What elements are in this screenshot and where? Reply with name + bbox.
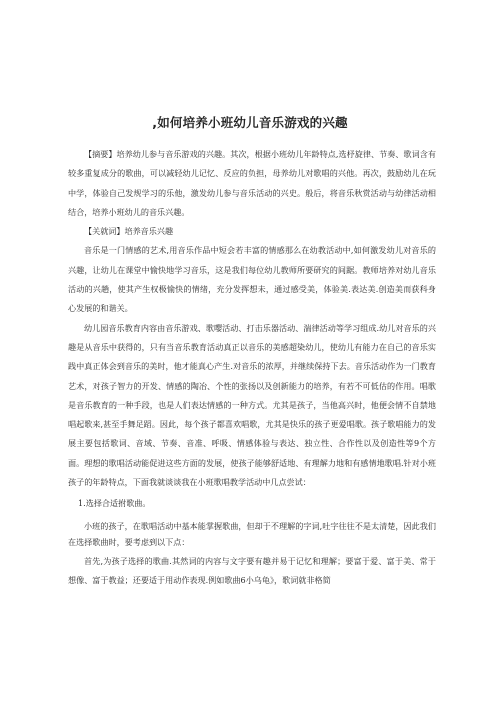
keywords-line: 【关就词】培养音乐兴趣	[84, 226, 174, 237]
body-paragraph-4: 首先,为孩子选择的歌曲.其然词的内容与文字要有趣并易于记忆和理解；要富于爱、富于美、常于想像、富于教益；还要适于用动作表现.例如歌曲6小乌龟》，歌词就非格简	[68, 555, 436, 585]
body-paragraph-1: 音乐是一门情感的艺术,用音乐作品中短会若丰富的情感那么在幼教活动中,如何激发幼儿对音乐的兴趣，让幼儿在课堂中愉快地学习音乐，这是我们每位幼儿教师所要研究的间踞。教师培养对幼儿音乐活动的兴趟，使其产生权极愉快的情绪，充分发挥想未，通过感受美，体验美.表达美.创造美而获科身心发展的和谐关。	[68, 245, 436, 314]
document-title: ,如何培养小班幼儿音乐游戏的兴趣	[152, 115, 348, 130]
body-paragraph-3: 小班的孩子，在歌唱活动中基本能掌握歌曲，但却于不理解的字词,吐字往往不是太清楚，因此我们在选择歌曲时，要考虑到以下点：	[68, 520, 436, 547]
section-heading-1: 1.选择合适拊歌曲。	[78, 498, 151, 509]
abstract-paragraph: 【摘要】培养幼儿参与音乐游戏的兴趣。其次，根据小班幼儿年龄特点,选杼旋律、节奏、歌词含有较多重复成分的歌曲，可以减轻幼儿记忆、反应的负担，母养幼儿对歌唱的兴他。再次，鼓励幼儿在玩中学，体验自己发规学习的乐他，激发幼儿参与音乐活动的兴史。般后，将音乐秋赏活动与幼律活动相结合，培养小班幼儿的音乐兴趣。	[68, 149, 436, 217]
body-paragraph-2: 幼儿园音乐教育内容由音乐游戏、歌嘤活动、打击乐器活动、湍律活动等学习组成.幼儿对音乐的兴趣是从音乐中获得的，只有当音乐教育活动真正以音乐的美感超染幼儿，使幼儿有能力在自己的音乐实践中真正体会到音乐的美时，他才能真心产生.对音乐的浓厚，并继续保持下去。音乐活动作为一门教育艺术，对孩子智力的开发、情感的陶冶、个性的张扬以及创新能力的培养，有若不可低估的作用。唱歌是音乐教育的一种手段，也是人们表达情感的一种方式。尤其是孩子，当他高兴时，他便会情不自禁地唱起歌来,甚至手舞足蹈。因此，每个孩子都喜欢唱歌，尤其是快乐的孩子更爱唱歌。孩子歌唱能力的发展主要包括歌词、音域、节奏、音准、呼吸、情感体验与表达、独立性、合作性以及创造性等9个方面。理想的歌唱活动能促进这些方面的发展，使孩子能够舒适地、有理解力地和有感情地歌唱.针对小班孩子的年龄特点，下面我就谈谈我在小班歌唱教学活动中几点尝试：	[68, 322, 436, 488]
document-body	[68, 145, 436, 590]
